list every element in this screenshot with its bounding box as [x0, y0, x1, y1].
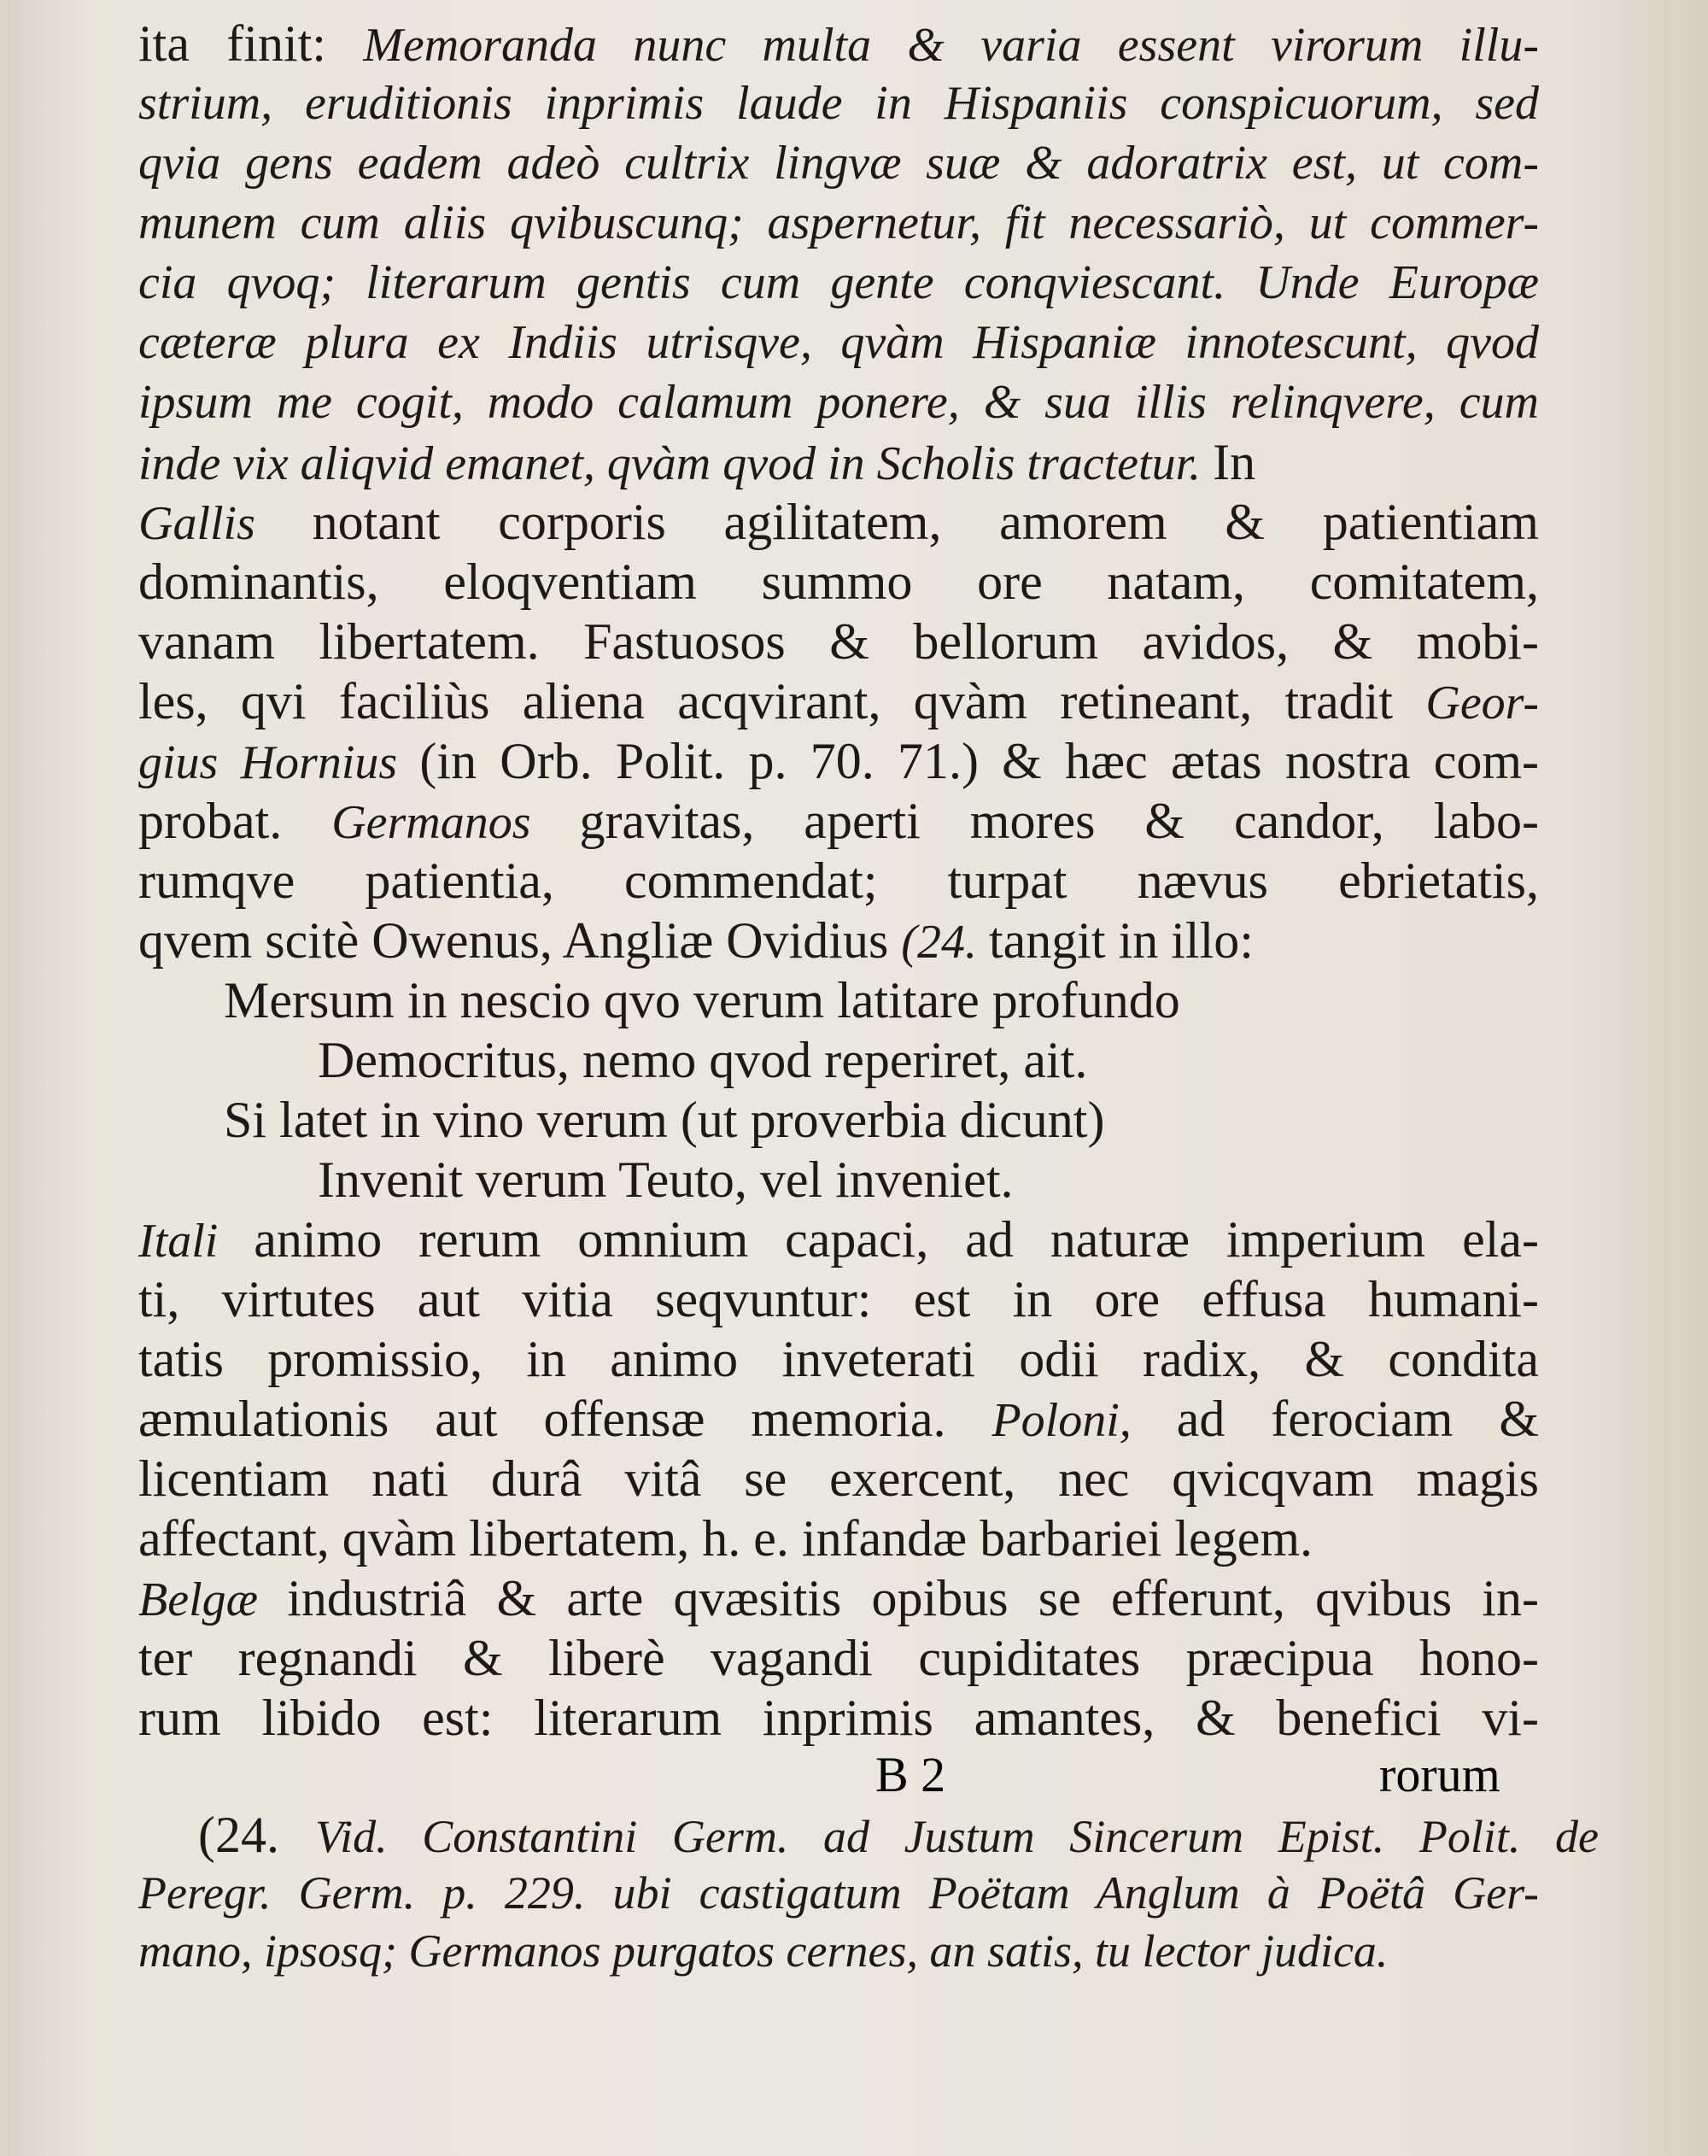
italic-run: munem cum aliis qvibuscunq; aspernetur, fit necessariò, ut commer- — [138, 196, 1539, 249]
text-line — [138, 434, 1255, 492]
roman-run: affectant, qvàm libertatem, h. e. infandæ barbariei legem. — [138, 1510, 1313, 1567]
italic-run: gius Hornius — [138, 736, 420, 789]
text-line — [138, 912, 1254, 970]
roman-run: ter regnandi & liberè vagandi cupiditates præcipua hono- — [138, 1630, 1539, 1686]
text-line — [138, 494, 1539, 552]
italic-run: ipsum me cogit, modo calamum ponere, & sua illis relinqvere, cum — [138, 376, 1539, 429]
verse-line: Si latet in vino verum (ut proverbia dicunt) — [224, 1092, 1105, 1148]
text-line — [138, 793, 1539, 851]
italic-run: Vid. Constantini Germ. ad Justum Sincerum Epist. Polit. de — [315, 1811, 1599, 1862]
text-line — [138, 1690, 1539, 1748]
text-line — [138, 374, 1539, 431]
roman-run: les, qvi faciliùs aliena acqvirant, qvàm retineant, tradit — [138, 673, 1426, 729]
text-line — [138, 1450, 1539, 1509]
italic-run: Itali — [138, 1215, 254, 1268]
text-line — [138, 1630, 1539, 1688]
roman-run: ad ferociam & — [1176, 1391, 1540, 1447]
signature-mark: B 2 — [875, 1747, 946, 1802]
text-line — [138, 554, 1539, 612]
roman-run: tatis promissio, in animo inveterati odii radix, & condita — [138, 1331, 1539, 1387]
text-line — [138, 135, 1539, 191]
roman-run: gravitas, aperti mores & candor, labo- — [579, 793, 1539, 849]
roman-run: (in Orb. Polit. p. 70. 71.) & hæc ætas nostra com- — [419, 733, 1540, 789]
italic-run: Belgæ — [138, 1573, 288, 1626]
roman-run: tangit in illo: — [988, 912, 1254, 969]
text-line — [138, 75, 1539, 132]
catchword: rorum — [1379, 1747, 1500, 1802]
italic-run: inde vix aliqvid emanet, qvàm qvod in Scholis tractetur. — [138, 437, 1214, 490]
text-line — [138, 1923, 1388, 1979]
italic-run: Gallis — [138, 497, 313, 550]
roman-run: notant corporis agilitatem, amorem & patientiam — [312, 494, 1539, 550]
verse-line: Invenit verum Teuto, vel inveniet. — [318, 1151, 1014, 1208]
italic-run: qvia gens eadem adeò cultrix lingvæ suæ & adoratrix est, ut com- — [138, 137, 1539, 190]
roman-run: licentiam nati durâ vitâ se exercent, nec qvicqvam magis — [138, 1450, 1539, 1507]
text-line — [138, 15, 1539, 73]
italic-run: Peregr. Germ. p. 229. ubi castigatum Poëtam Anglum à Poëtâ Ger- — [138, 1867, 1539, 1919]
text-line — [138, 673, 1539, 731]
italic-run: strium, eruditionis inprimis laude in Hispaniis conspicuorum, sed — [138, 77, 1539, 130]
roman-run: industriâ & arte qvæsitis opibus se efferunt, qvibus in- — [287, 1570, 1539, 1626]
text-line — [138, 1331, 1539, 1389]
text-line — [138, 1391, 1539, 1449]
italic-run: cæteræ plura ex Indiis utrisqve, qvàm Hispaniæ innotescunt, qvod — [138, 316, 1539, 369]
text-line — [138, 195, 1539, 251]
roman-run: ti, virtutes aut vitia seqvuntur: est in ore effusa humani- — [138, 1271, 1539, 1327]
italic-run: mano, ipsosq; Germanos purgatos cernes, an satis, tu lector judica. — [138, 1925, 1389, 1977]
italic-run: cia qvoq; literarum gentis cum gente conqviescant. Unde Europæ — [138, 256, 1539, 309]
roman-run: rumqve patientia, commendat; turpat nævus ebrietatis, — [138, 852, 1539, 909]
text-line — [138, 255, 1539, 311]
verse-line: Mersum in nescio qvo verum latitare profundo — [224, 972, 1180, 1028]
text-line — [138, 613, 1539, 671]
roman-run: rum libido est: literarum inprimis amantes, & benefici vi- — [138, 1690, 1539, 1746]
roman-run: In — [1213, 434, 1256, 490]
roman-run: æmulationis aut offensæ memoria. — [138, 1391, 992, 1447]
text-line — [138, 1865, 1539, 1921]
roman-run: qvem scitè Owenus, Angliæ Ovidius — [138, 912, 902, 969]
text-line — [138, 1271, 1539, 1329]
roman-run: vanam libertatem. Fastuosos & bellorum avidos, & mobi- — [138, 613, 1539, 670]
text-line — [138, 852, 1539, 911]
text-line — [138, 1570, 1539, 1628]
roman-run: ita finit: — [138, 15, 364, 72]
verse-line: Democritus, nemo qvod reperiret, ait. — [318, 1032, 1088, 1088]
text-line — [138, 733, 1539, 791]
roman-run: (24. — [198, 1807, 316, 1863]
text-line — [138, 314, 1539, 371]
roman-run: animo rerum omnium capaci, ad naturæ imperium ela- — [254, 1211, 1539, 1268]
roman-run: probat. — [138, 793, 332, 849]
italic-run: (24. — [901, 916, 989, 969]
italic-run: Memoranda nunc multa & varia essent virorum illu- — [363, 19, 1539, 72]
italic-run: Poloni, — [991, 1394, 1177, 1447]
italic-run: Germanos — [331, 796, 580, 849]
roman-run: dominantis, eloqventiam summo ore natam, comitatem, — [138, 554, 1539, 610]
text-line — [138, 1510, 1313, 1568]
text-line — [138, 1211, 1539, 1269]
italic-run: Geor- — [1425, 677, 1539, 729]
text-line — [198, 1807, 1599, 1865]
